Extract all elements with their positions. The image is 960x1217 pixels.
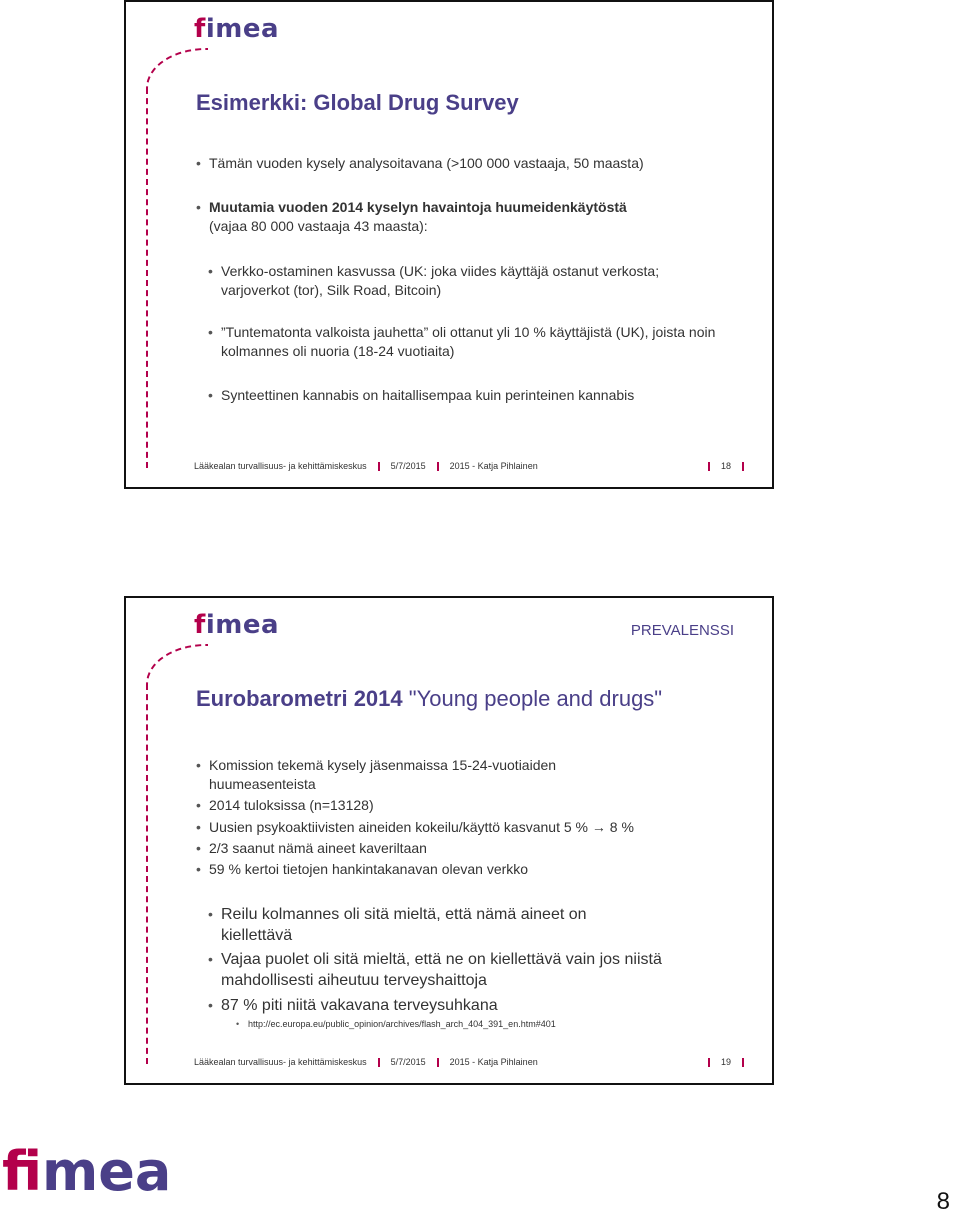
bullet-bold-text: Muutamia vuoden 2014 kyselyn havaintoja huumeidenkäytöstä (209, 199, 627, 215)
decorative-dashed-line (146, 88, 148, 468)
sub-bullet-item: • ”Tuntematonta valkoista jauhetta” oli ottanut yli 10 % käyttäjistä (UK), joista noin kolmannes oli nuoria (18-24 vuotiaita) (208, 324, 716, 359)
slide-footer: Lääkealan turvallisuus- ja kehittämiskeskus 5/7/2015 2015 - Katja Pihlainen 19 (194, 1057, 744, 1067)
fimea-logo: fimea (194, 610, 279, 640)
large-bullet-item: • Vajaa puolet oli sitä mieltä, että ne on kiellettävä vain jos niistä mahdollisesti aiheutuu terveyshaittoja (208, 951, 662, 989)
decorative-curve (146, 48, 208, 90)
slide-number: 18 (720, 461, 731, 471)
slide-18 (124, 0, 774, 489)
page-number: 8 (936, 1188, 950, 1215)
sub-bullet-item: • 2/3 saanut nämä aineet kaveriltaan (196, 840, 427, 856)
source-link[interactable]: • http://ec.europa.eu/public_opinion/archives/flash_arch_404_391_en.htm#401 (236, 1019, 556, 1029)
decorative-dashed-line (146, 684, 148, 1064)
large-bullet-item: • Reilu kolmannes oli sitä mieltä, että nämä aineet on kiellettävä (208, 906, 587, 944)
slide-number: 19 (720, 1057, 731, 1067)
slide-title: Eurobarometri 2014 "Young people and drugs" (196, 686, 663, 711)
bullet-item: • 2014 tuloksissa (n=13128) (196, 797, 374, 813)
fimea-logo-large: fimea (2, 1140, 172, 1203)
bullet-item: • Muutamia vuoden 2014 kyselyn havaintoja huumeidenkäytöstä (vajaa 80 000 vastaaja 43 maasta): (196, 199, 627, 234)
sub-bullet-item: • 59 % kertoi tietojen hankintakanavan olevan verkko (196, 861, 529, 877)
slide-footer: Lääkealan turvallisuus- ja kehittämiskeskus 5/7/2015 2015 - Katja Pihlainen 18 (194, 461, 744, 471)
slide-title: Esimerkki: Global Drug Survey (196, 90, 519, 115)
large-bullet-item: • 87 % piti niitä vakavana terveysuhkana (208, 997, 498, 1014)
fimea-logo: fimea (194, 14, 279, 44)
sub-bullet-item: • Synteettinen kannabis on haitallisempaa kuin perinteinen kannabis (208, 387, 635, 403)
slide-19 (124, 596, 774, 1085)
sub-bullet-item: • Uusien psykoaktiivisten aineiden kokeilu/käyttö kasvanut 5 % → 8 % (196, 819, 634, 835)
decorative-curve (146, 644, 208, 686)
bullet-item: • Tämän vuoden kysely analysoitavana (>100 000 vastaaja, 50 maasta) (196, 155, 644, 171)
section-label: PREVALENSSI (630, 622, 734, 639)
bullet-item: • Komission tekemä kysely jäsenmaissa 15-24-vuotiaiden huumeasenteista (196, 757, 557, 792)
sub-bullet-item: • Verkko-ostaminen kasvussa (UK: joka viides käyttäjä ostanut verkosta; varjoverkot (tor), Silk Road, Bitcoin) (208, 263, 660, 298)
